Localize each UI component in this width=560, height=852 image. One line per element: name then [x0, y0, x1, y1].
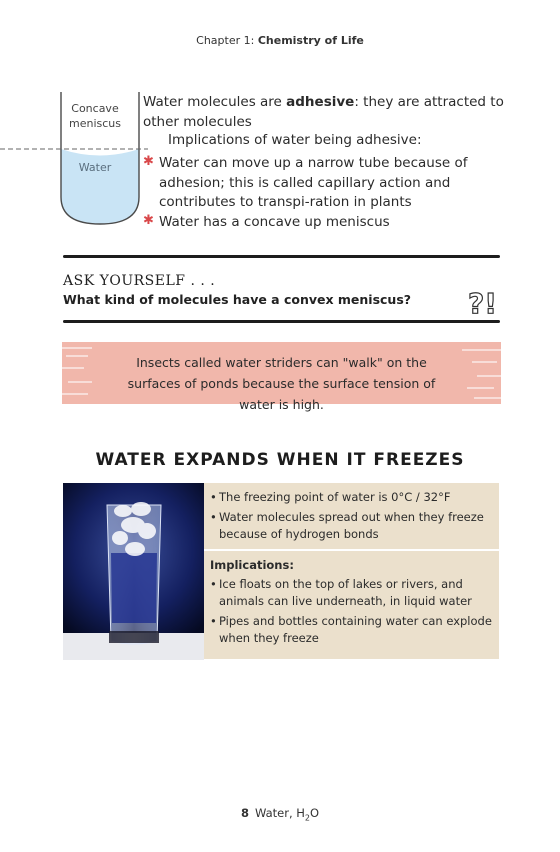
asterisk-icon: ✱ [143, 213, 154, 228]
footer-label-suffix: O [310, 806, 320, 820]
ask-yourself-question: What kind of molecules have a convex meniscus? [63, 292, 412, 307]
implication-text: Ice floats on the top of lakes or rivers, and animals can live underneath, in liquid water [219, 577, 472, 608]
divider-bottom [63, 320, 500, 323]
chapter-title: Chemistry of Life [257, 34, 364, 47]
adhesive-bullet [143, 154, 505, 213]
question-exclamation-icon [466, 286, 502, 318]
adhesive-intro-prefix: Water molecules are [143, 94, 287, 110]
freezing-fact-item: • Water molecules spread out when they freeze because of hydrogen bonds [210, 509, 495, 543]
chapter-label: Chapter 1: [196, 34, 255, 47]
svg-text:?!: ?! [468, 287, 498, 318]
implication-item: • Pipes and bottles containing water can explode when they freeze [210, 613, 495, 647]
meniscus-label-line1: Concave [71, 102, 119, 115]
adhesive-implications-heading: Implications of water being adhesive: [168, 132, 422, 148]
adhesive-intro [143, 92, 508, 132]
adhesive-term: adhesive [286, 94, 355, 110]
implication-text: Pipes and bottles containing water can explode when they freeze [219, 614, 492, 645]
footer-label-sub: 2 [304, 813, 310, 823]
freezing-fact-text: Water molecules spread out when they freeze because of hydrogen bonds [219, 510, 484, 541]
adhesive-bullet-text: Water has a concave up meniscus [159, 214, 390, 230]
adhesive-intro-suffix: : they are attracted to other molecules [143, 94, 504, 130]
asterisk-icon: ✱ [143, 154, 154, 169]
meniscus-dash [0, 145, 150, 155]
implications-heading: Implications: [210, 558, 294, 572]
footer-label-prefix: Water, H [254, 806, 305, 820]
meniscus-label-line2: meniscus [69, 117, 121, 130]
ask-yourself-title: ASK YOURSELF . . . [63, 273, 216, 289]
freezing-fact-text: The freezing point of water is 0°C / 32°F [219, 490, 451, 504]
adhesive-bullet [143, 213, 505, 233]
water-label: Water [78, 161, 112, 174]
chapter-header [0, 34, 560, 47]
implication-item: • Ice floats on the top of lakes or rivers, and animals can live underneath, in liquid water [210, 576, 495, 610]
freezing-fact-item: • The freezing point of water is 0°C / 32°F [210, 489, 495, 506]
fact-box-text: Insects called water striders can "walk" on the surfaces of ponds because the surface tension of water is high. [127, 355, 436, 412]
adhesive-bullet-text: Water can move up a narrow tube because of adhesion; this is called capillary action and contributes to transpi-ration in plants [159, 155, 468, 210]
divider-top [63, 255, 500, 258]
meniscus-label [58, 101, 132, 131]
ice-glass-photo [63, 483, 204, 660]
page-footer [0, 806, 560, 822]
section-title: WATER EXPANDS WHEN IT FREEZES [95, 450, 465, 470]
page-number: 8 [240, 806, 249, 820]
